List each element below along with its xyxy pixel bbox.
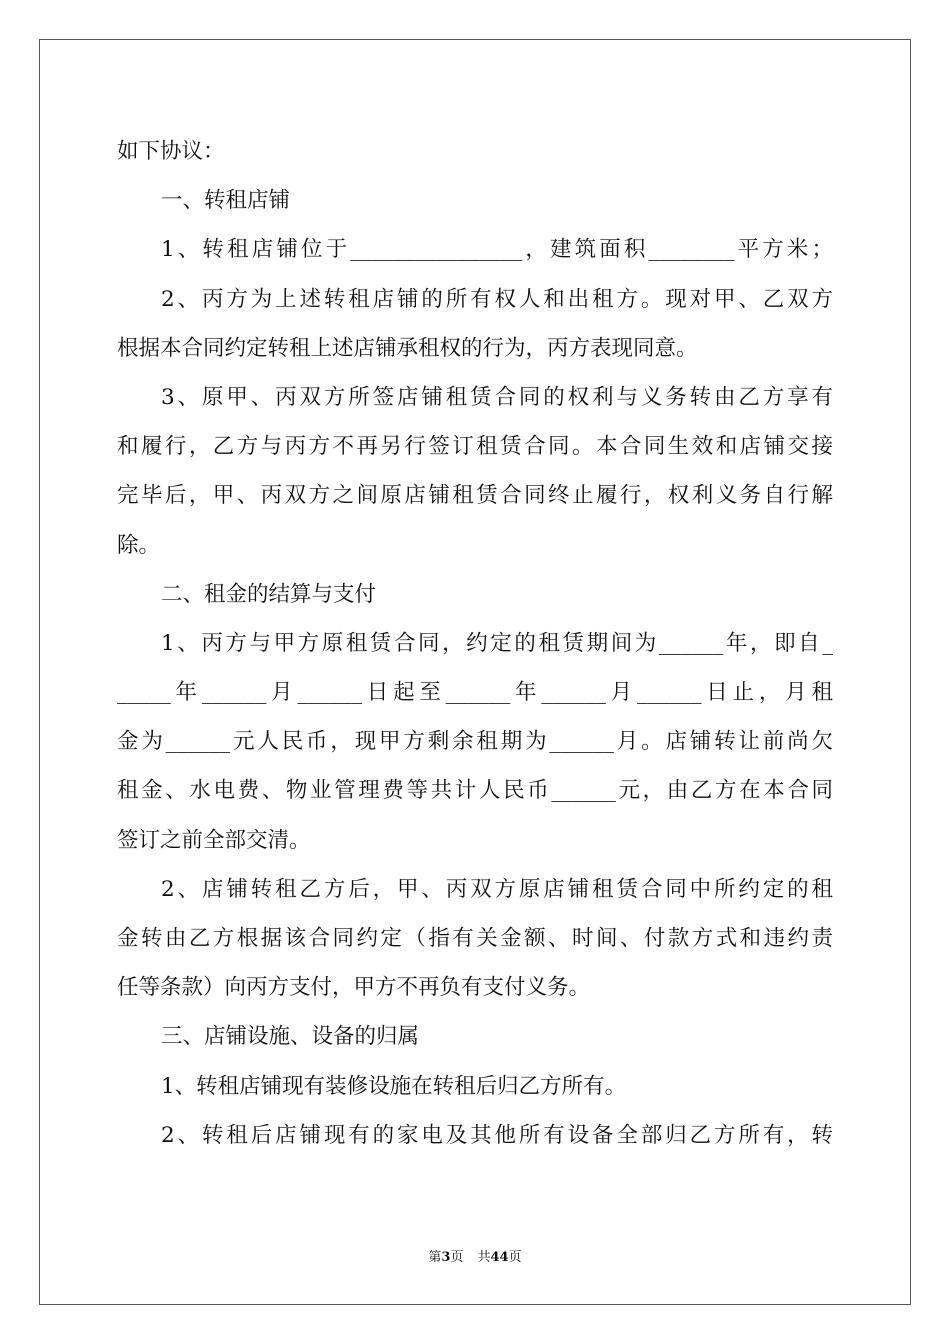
paragraph-line: 1、丙方与甲方原租赁合同，约定的租赁期间为______年，即自_ [161,630,833,656]
page-label-suffix: 页 [450,1250,464,1265]
paragraph-line: 3、原甲、丙双方所签店铺租赁合同的权利与义务转由乙方享有 [161,384,833,410]
section-heading: 三、店铺设施、设备的归属 [161,1024,420,1050]
paragraph-line: 除。 [117,532,161,558]
section-heading: 一、转租店铺 [161,188,291,214]
paragraph-line: 2、转租后店铺现有的家电及其他所有设备全部归乙方所有，转 [161,1122,833,1148]
document-body [117,127,833,1160]
paragraph-line: 签订之前全部交清。 [117,827,311,853]
paragraph-line: 租金、水电费、物业管理费等共计人民币______元，由乙方在本合同 [117,778,833,804]
paragraph-line: 2、丙方为上述转租店铺的所有权人和出租方。现对甲、乙双方 [161,286,833,312]
total-pages: 44 [490,1250,509,1265]
page-label-prefix: 第 [428,1250,442,1265]
page-number: 3 [441,1250,451,1265]
total-label-suffix: 页 [508,1250,522,1265]
paragraph-line: 和履行，乙方与丙方不再另行签订租赁合同。本合同生效和店铺交接 [117,434,833,460]
page-footer [0,1246,950,1265]
paragraph-line: 完毕后，甲、丙双方之间原店铺租赁合同终止履行，权利义务自行解 [117,483,833,509]
paragraph-line: 金为______元人民币，现甲方剩余租期为______月。店铺转让前尚欠 [117,729,833,755]
section-heading: 二、租金的结算与支付 [161,581,377,607]
paragraph-line: 金转由乙方根据该合同约定（指有关金额、时间、付款方式和违约责 [117,926,833,951]
paragraph-line: 根据本合同约定转租上述店铺承租权的行为，丙方表现同意。 [117,335,698,361]
total-label-prefix: 共 [477,1250,491,1265]
paragraph-line: _____年______月______日起至______年______月______日止，月租 [117,680,833,706]
paragraph-line: 2、店铺转租乙方后，甲、丙双方原店铺租赁合同中所约定的租 [161,876,833,902]
paragraph-line: 任等条款）向丙方支付，甲方不再负有支付义务。 [117,975,591,1001]
paragraph-line: 1、转租店铺位于________________，建筑面积________平方米； [161,237,833,263]
paragraph-line: 1、转租店铺现有装修设施在转租后归乙方所有。 [161,1073,627,1099]
paragraph-line: 如下协议： [117,139,225,164]
